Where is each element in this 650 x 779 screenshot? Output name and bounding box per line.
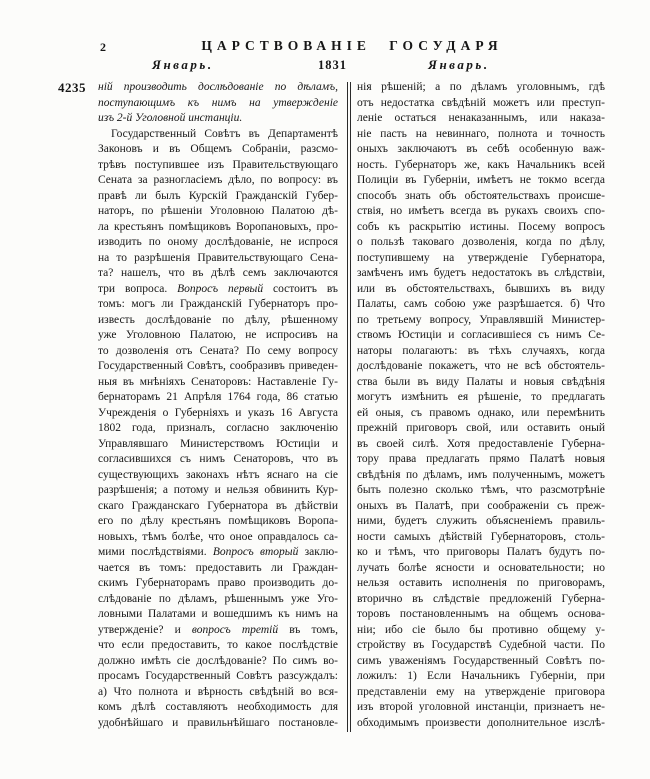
page-number: 2 (100, 40, 107, 54)
text-line: разрѣшенія; а потому и нельзя обвинить Кур- (98, 484, 338, 496)
text-line: ла крестьянъ помѣщиковъ Воропановыхъ, про- (98, 220, 338, 233)
text-line: Государственный Совѣтъ въ Департаментѣ (111, 127, 338, 140)
text-line: леніе остаться ненаказаннымъ, или наказа- (357, 112, 605, 124)
text-line: лучать болѣе ясности и основательности; но (357, 561, 605, 574)
text-line: должно имѣть сіе дослѣдованіе? По симъ во- (98, 654, 338, 667)
text-line: Управлявшаго Министерствомъ Юстиціи и (98, 437, 338, 450)
text-line: поступающимъ къ нимъ на утвержденіе (98, 96, 338, 109)
text-line: бернаторамъ 21 Апрѣля 1764 года, 86 статью (98, 391, 338, 403)
text-line: то дозволенія отъ Сената? По сему вопросу (98, 344, 338, 357)
text-line: трѣвъ поступившее изъ Правительствующаго (98, 158, 338, 171)
text-line: просамъ Государственный Совѣтъ разсуждалъ: (98, 670, 338, 682)
text-line: ній производить дослѣдованіе по дѣламъ, (98, 81, 338, 93)
text-line: отъ недостатка свѣдѣній можетъ или преступ- (357, 96, 605, 109)
text-column-left (98, 80, 338, 731)
text-line: ныя въ мнѣніяхъ Сенаторовъ: Наставленіе Гу- (98, 375, 338, 388)
text-line: изъ второй уголовной инстанціи, признаетъ не- (357, 701, 605, 713)
text-line: оныхъ заключаютъ въ себѣ особенную важ- (357, 143, 605, 155)
running-title: ЦАРСТВОВАНІЕ ГОСУДАРЯ (201, 38, 503, 53)
text-line: или въ обстоятельствахъ, бывшихъ въ виду (357, 282, 605, 295)
text-line: что если предоставить, то какое послѣдствіе (98, 639, 338, 651)
text-line: поступившему на утвержденіе Губернатора, (357, 251, 605, 264)
text-line: дослѣдованіе покажетъ, что не всѣ обстоятель- (357, 360, 605, 372)
text-line: представленіи ему на утвержденіе приговора (357, 685, 605, 698)
text-line: о пользѣ таковаго дозволенія, когда по дѣлу, (357, 236, 605, 248)
text-line: комъ дѣлѣ составляютъ необходимость для (98, 701, 338, 713)
text-line: прежній приговоръ свой, или оставить оный (357, 422, 605, 434)
text-line: Государственный Совѣтъ, сообразивъ приведен- (98, 360, 338, 372)
text-line: Законовъ и въ Общемъ Собраніи, разсмо- (98, 143, 338, 155)
text-line: стройству въ Государствѣ Судебной части. По (357, 639, 605, 651)
text-line: а) Что полнота и вѣрность свѣдѣній во вся- (98, 685, 338, 698)
text-line: правѣ ли былъ Курскій Гражданскій Губер- (98, 189, 338, 202)
text-line: способъ знать объ обстоятельствахъ происше- (357, 189, 605, 202)
text-line: изводить по оному дослѣдованіе, не испрося (98, 236, 338, 248)
text-line: оныхъ въ Палатѣ, при соображеніи съ преж- (357, 499, 605, 512)
text-line: ніе пасть на невиннаго, полнота и точность (357, 127, 605, 140)
month-header-left: Январь. (152, 57, 214, 72)
text-line: изъ 2-й Уголовной инстанціи. (98, 112, 243, 124)
text-line: скаго Гражданскаго Губернатора въ дѣйствіи (98, 499, 338, 512)
text-line: ности самыхъ дѣйствій Губернаторовъ, столь- (357, 530, 605, 543)
text-line: удобнѣйшаго и правильнѣйшаго постановле- (98, 716, 338, 729)
text-line: известь дослѣдованіе по дѣлу, рѣшенному (98, 313, 338, 326)
month-header-right: Январь. (428, 57, 490, 72)
text-line: въ своей силѣ. Хотя предоставленіе Губерна- (357, 437, 605, 450)
text-line: уже Уголовною Палатою, не испросивъ на (98, 329, 338, 341)
text-line: согласившихся съ нимъ Сенаторовъ, что въ (98, 453, 338, 465)
text-line: существующихъ законахъ нѣтъ яснаго на сіе (98, 468, 338, 481)
text-line: ствомъ Юстиціи и согласившіеся съ нимъ Се- (357, 329, 605, 341)
text-line: замѣченъ имъ будетъ недостатокъ въ слѣдствіи, (357, 267, 605, 279)
text-line: чается въ томъ: предоставить ли Граждан- (98, 561, 338, 574)
text-line: три вопроса. Вопросъ первый состоитъ въ (98, 282, 338, 295)
text-line: ей оныя, съ правомъ однако, или перемѣнить (357, 406, 605, 419)
text-line: симъ уваженіямъ Государственный Совѣтъ по- (357, 654, 605, 667)
text-line: наторъ, по рѣшеніи Уголовною Палатою дѣ- (98, 205, 338, 217)
text-line: Полиціи въ Губерніи, имѣетъ не токмо всегда (357, 174, 605, 186)
year-header: 1831 (318, 58, 347, 72)
text-column-right (357, 80, 605, 731)
text-line: ними, будетъ служить объясненіемъ правиль- (357, 515, 605, 527)
text-line: скимъ Губернаторамъ право производить до- (98, 577, 338, 589)
text-line: торовъ постановленнымъ на общемъ основа- (357, 608, 605, 620)
text-line: Палаты, самъ собою уже разрѣшается. б) Что (357, 298, 605, 310)
text-line: тору права предлагать прямо Палатѣ новыя (357, 453, 605, 465)
text-line: ность. Губернаторъ же, какъ Начальникъ всей (357, 158, 605, 171)
text-line: могутъ измѣнить ея рѣшеніе, то предлагать (357, 391, 605, 403)
text-line: обходимымъ произвести дополнительное изслѣ- (357, 716, 605, 729)
text-line: наторы полагаютъ: въ тѣхъ случаяхъ, когда (357, 344, 605, 357)
text-line: слѣдованіе по дѣламъ, рѣшеннымъ уже Уго- (98, 592, 338, 605)
text-line: ложилъ: 1) Если Начальникъ Губерніи, при (357, 670, 605, 682)
text-line: собъ къ раскрытію истины. Посему вопросъ (357, 220, 605, 233)
text-line: мими послѣдствіями. Вопросъ вторый заклю- (98, 546, 338, 558)
text-line: ства были въ виду Палаты и новыя свѣдѣнія (357, 375, 605, 388)
text-line: быть полезно сколько тѣмъ, что разсмотрѣніе (357, 484, 605, 496)
text-line: нія рѣшеній; а по дѣламъ уголовнымъ, гдѣ (357, 81, 605, 93)
text-line: Учрежденія о Губерніяхъ и указъ 16 Августа (98, 406, 338, 419)
text-line: томъ: могъ ли Гражданскій Губернаторъ про- (98, 298, 338, 310)
text-line: ствія, но имѣетъ всегда въ рукахъ своихъ спо- (357, 205, 605, 217)
text-line: вторично въ слѣдствіе предложеній Губерна- (357, 592, 605, 605)
text-line: та? нашелъ, что въ дѣлѣ семъ заключаются (98, 267, 338, 279)
column-divider-rule (347, 82, 351, 732)
text-line: новыхъ, тѣмъ болѣе, что оное оправдалось са- (98, 530, 338, 543)
text-line: по третьему вопросу, Управлявшій Министер- (357, 313, 605, 326)
text-line: ніи; ибо сіе было бы противно общему у- (357, 623, 605, 636)
text-line: 1802 года, призналъ, согласно заключенію (98, 422, 338, 434)
text-line: Сената за разногласіемъ дѣло, по вопросу: въ (98, 174, 338, 186)
text-line: утвержденіе? и вопросъ третій въ томъ, (98, 623, 338, 636)
text-line: на то разрѣшенія Правительствующаго Сена- (98, 251, 338, 264)
text-line: его по дѣлу крестьянъ помѣщиковъ Воропа- (98, 515, 338, 527)
entry-number: 4235 (58, 80, 86, 95)
text-line: свѣдѣнія по дѣламъ, имъ полученнымъ, можетъ (357, 468, 605, 481)
text-line: ко и тѣмъ, что приговоры Палатъ будутъ по- (357, 546, 605, 558)
text-line: ловными Палатами и вошедшимъ къ нимъ на (98, 608, 338, 620)
text-line: нельзя оставить исполненія по приговорамъ, (357, 577, 605, 589)
